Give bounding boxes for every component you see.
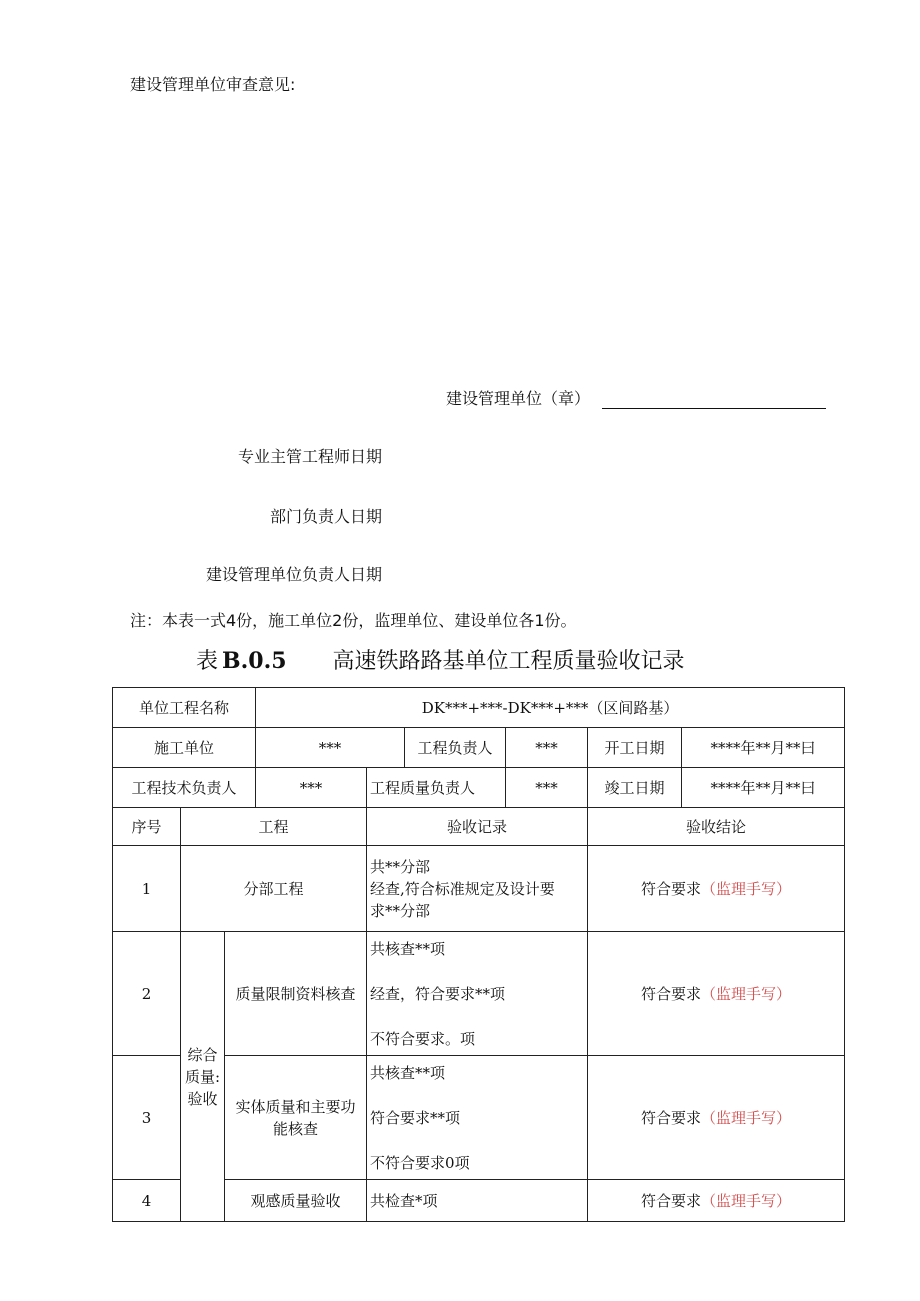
end-date-label: 竣工日期	[588, 768, 682, 808]
quality-leader-label: 工程质量负责人	[367, 768, 506, 808]
row-item: 观感质量验收	[225, 1180, 367, 1222]
table-row	[113, 846, 845, 932]
row-conclusion	[588, 1056, 845, 1180]
group-label-line: 综合	[187, 1045, 218, 1064]
row-item: 质量限制资料核查	[225, 932, 367, 1056]
item-line: 实体质量和主要功	[235, 1097, 356, 1116]
record-line: 求**分部	[370, 901, 431, 920]
tech-leader-label: 工程技术负责人	[113, 768, 256, 808]
record-line: 经查,符合标准规定及设计要	[370, 879, 555, 898]
row-item	[225, 1056, 367, 1180]
record-line: 符合要求**项	[370, 1108, 461, 1127]
row-seq: 3	[113, 1056, 181, 1180]
project-leader-value: ***	[506, 728, 588, 768]
comprehensive-quality-acceptance-label	[181, 932, 225, 1222]
record-line: 共核查**项	[370, 1063, 446, 1082]
quality-leader-value: ***	[506, 768, 588, 808]
row-record	[367, 1056, 588, 1180]
end-date-value: ****年**月**曰	[682, 768, 845, 808]
seal-signature-underline	[602, 392, 826, 409]
column-header-record: 验收记录	[367, 808, 588, 846]
conclusion-text: 符合要求	[641, 984, 702, 1003]
unit-project-name-value: DK***+***-DK***+***（区间路基）	[256, 688, 845, 728]
review-opinion-title: 建设管理单位审查意见:	[130, 75, 296, 94]
start-date-value: ****年**月**曰	[682, 728, 845, 768]
signature-engineer-date: 专业主管工程师日期	[237, 447, 382, 466]
group-label-line: 验收	[187, 1089, 218, 1108]
table-row	[113, 932, 845, 1056]
table-row	[113, 728, 845, 768]
table-name: 高速铁路路基单位工程质量验收记录	[332, 649, 685, 674]
tech-leader-value: ***	[256, 768, 367, 808]
conclusion-text: 符合要求	[641, 1108, 702, 1127]
row-record: 共检查*项	[367, 1180, 588, 1222]
unit-project-name-label: 单位工程名称	[113, 688, 256, 728]
item-line: 能核查	[273, 1119, 319, 1138]
table-title	[196, 644, 685, 675]
row-seq: 1	[113, 846, 181, 932]
copies-note: 注：本表一式4份，施工单位2份，监理单位、建设单位各1份。	[130, 611, 577, 630]
row-item: 分部工程	[181, 846, 367, 932]
column-header-row	[113, 808, 845, 846]
conclusion-text: 符合要求	[641, 1191, 702, 1210]
record-line: 共核查**项	[370, 939, 446, 958]
column-header-conclusion: 验收结论	[588, 808, 845, 846]
row-conclusion	[588, 1180, 845, 1222]
record-line: 共**分部	[370, 857, 431, 876]
supervisor-handwritten-note: （监理手写）	[701, 879, 792, 898]
signature-unit-head-date: 建设管理单位负责人日期	[205, 565, 382, 584]
seal-label: 建设管理单位（章）	[446, 389, 591, 408]
row-record	[367, 846, 588, 932]
project-leader-label: 工程负责人	[405, 728, 506, 768]
record-line: 不符合要求0项	[370, 1153, 470, 1172]
row-conclusion	[588, 846, 845, 932]
conclusion-text: 符合要求	[641, 879, 702, 898]
row-record	[367, 932, 588, 1056]
seal-line	[446, 386, 826, 409]
supervisor-handwritten-note: （监理手写）	[701, 984, 792, 1003]
row-seq: 4	[113, 1180, 181, 1222]
table-row	[113, 768, 845, 808]
column-header-project: 工程	[181, 808, 367, 846]
group-label-line: 质量:	[184, 1067, 221, 1086]
supervisor-handwritten-note: （监理手写）	[701, 1108, 792, 1127]
signature-department-head-date: 部门负责人日期	[269, 507, 382, 526]
start-date-label: 开工日期	[588, 728, 682, 768]
record-line: 经查，符合要求**项	[370, 984, 506, 1003]
record-line: 不符合要求。项	[370, 1029, 476, 1048]
supervisor-handwritten-note: （监理手写）	[701, 1191, 792, 1210]
table-title-prefix: 表	[196, 649, 219, 674]
column-header-seq: 序号	[113, 808, 181, 846]
construction-unit-value: ***	[256, 728, 405, 768]
construction-unit-label: 施工单位	[113, 728, 256, 768]
acceptance-record-table	[112, 687, 845, 1222]
row-seq: 2	[113, 932, 181, 1056]
table-number: B.0.5	[222, 648, 287, 674]
row-conclusion	[588, 932, 845, 1056]
table-row	[113, 688, 845, 728]
